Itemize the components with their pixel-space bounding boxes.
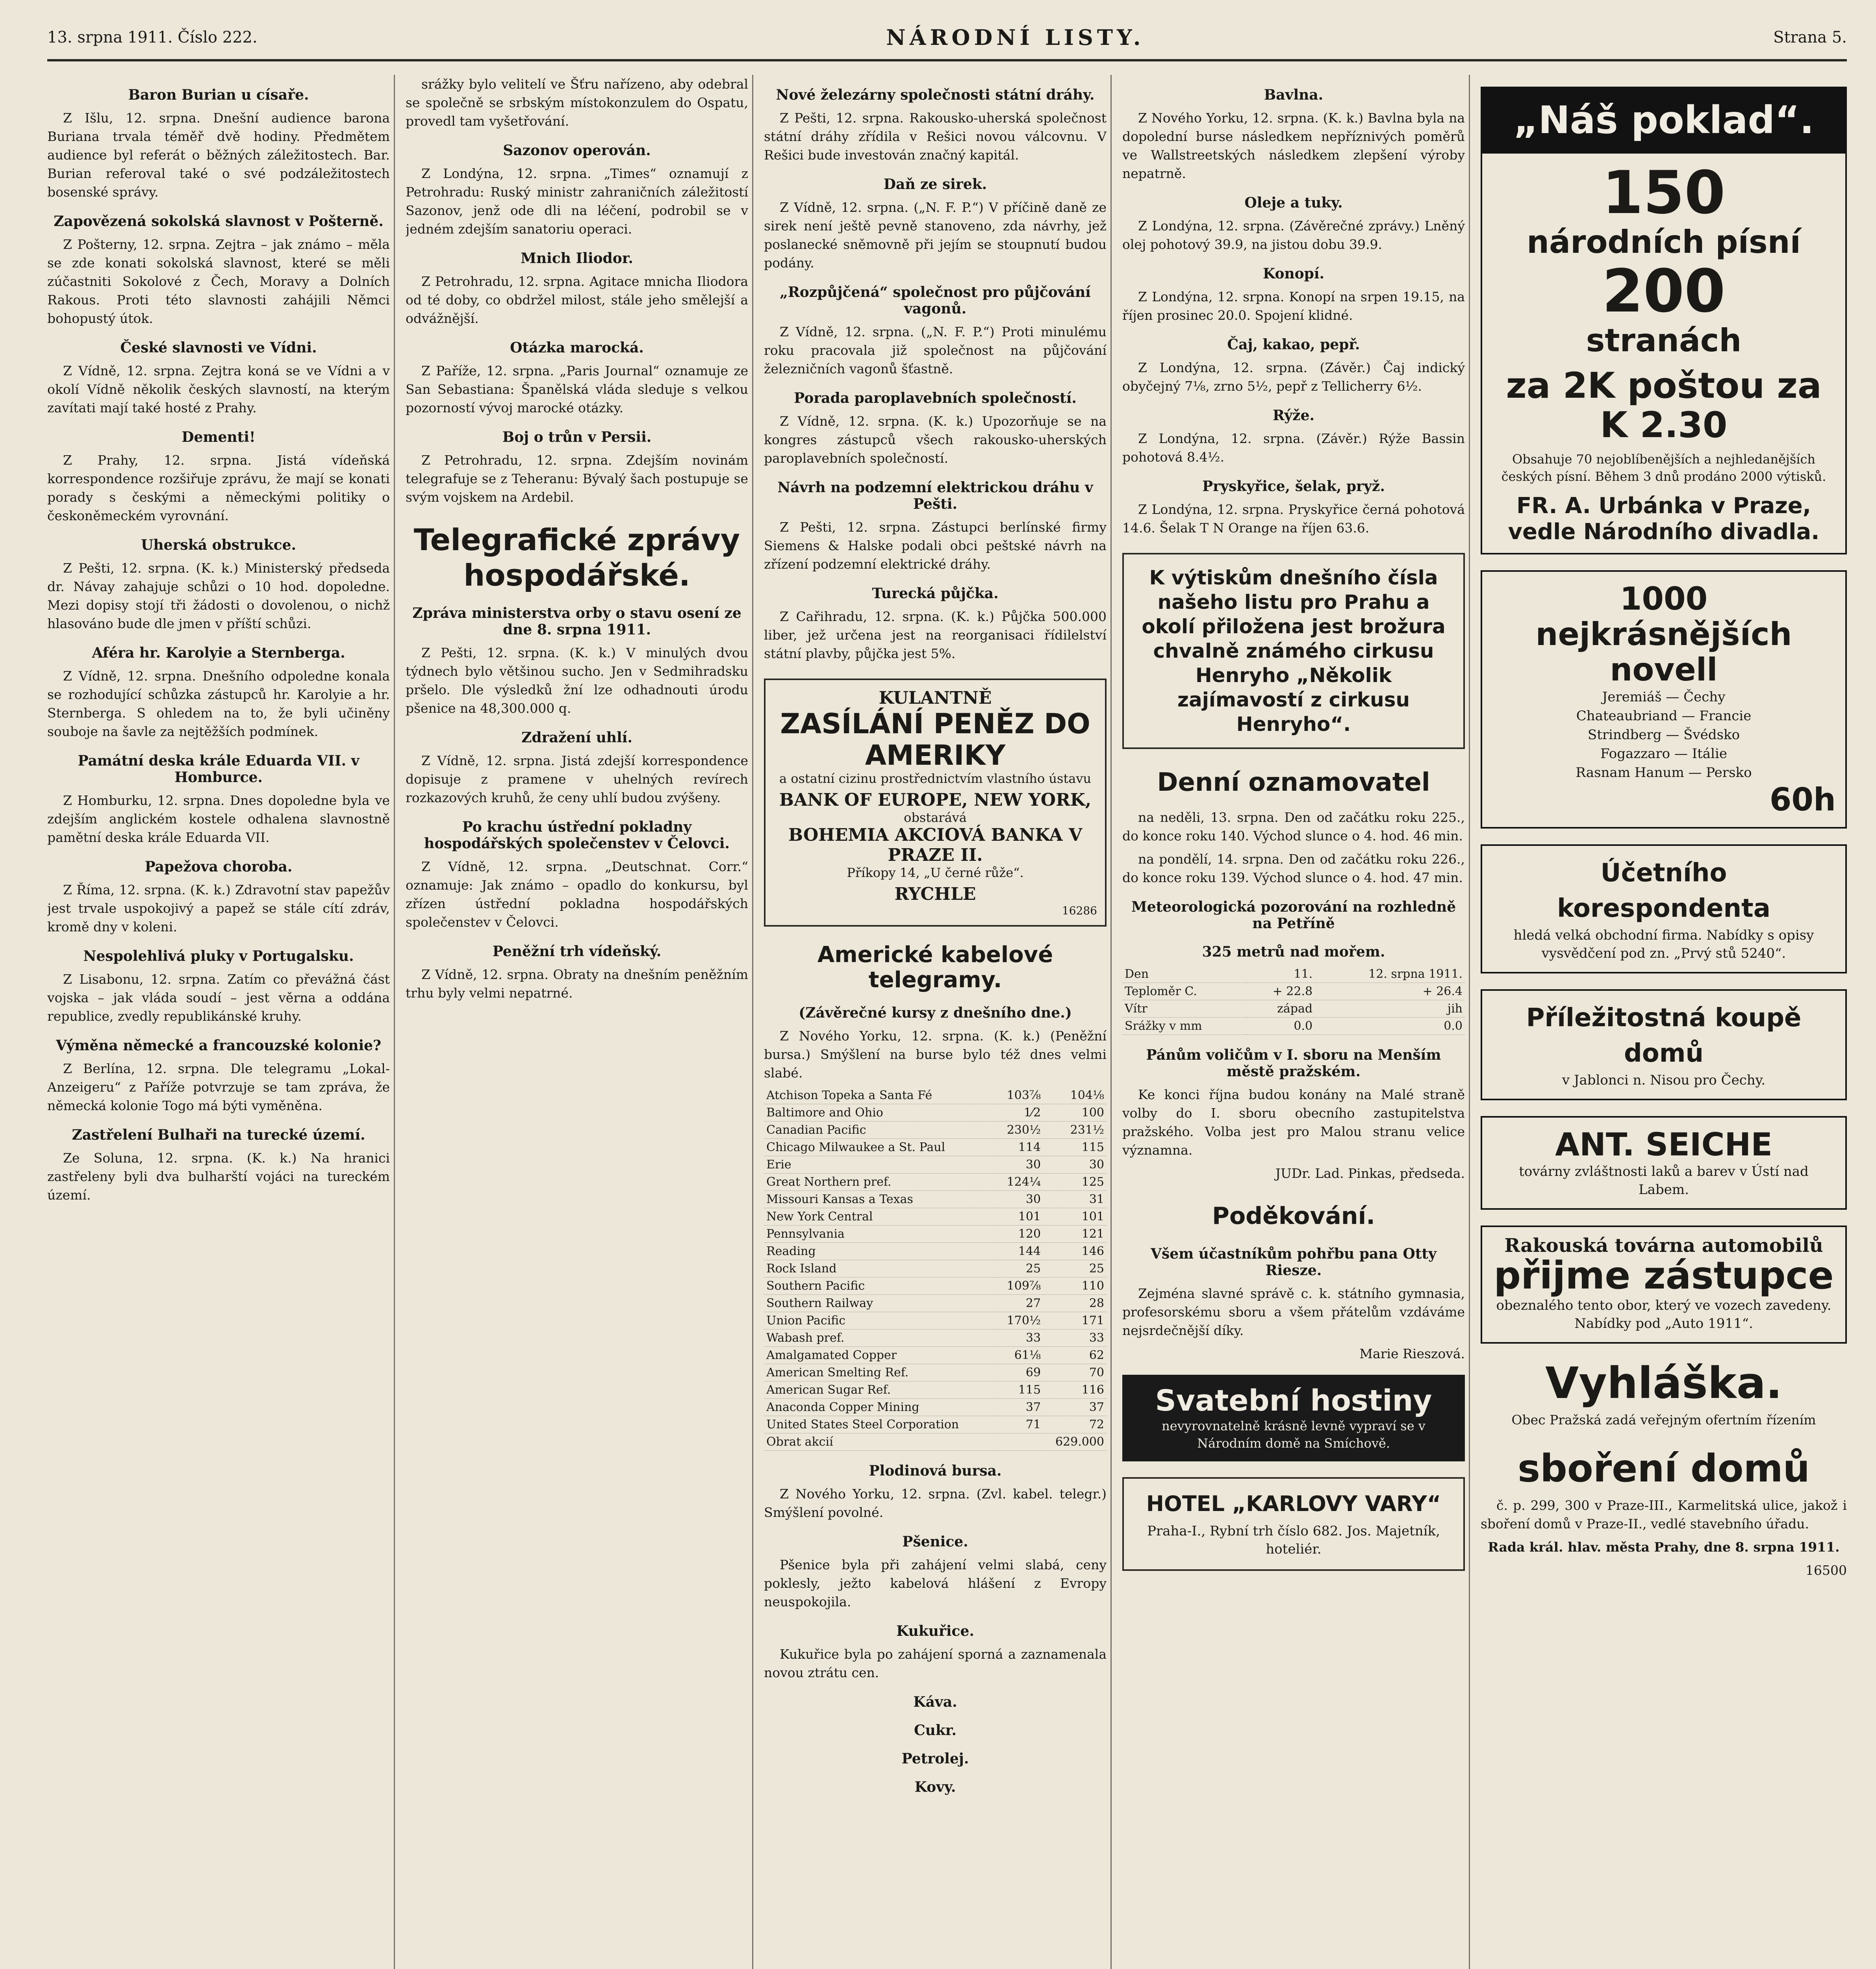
article-heading: Baron Burian u císaře. bbox=[128, 87, 309, 103]
article-text: na pondělí, 14. srpna. Den od začátku roku 226., do konce roku 139. Východ slunce o 4. hod. 47 min. bbox=[1122, 851, 1465, 885]
article-heading: Oleje a tuky. bbox=[1244, 195, 1343, 211]
article-heading: Čaj, kakao, pepř. bbox=[1227, 336, 1360, 353]
weather-label: Srážky v mm bbox=[1122, 1018, 1247, 1035]
weather-value: 0.0 bbox=[1315, 1018, 1465, 1035]
stock-value: 33 bbox=[1043, 1329, 1107, 1347]
article-text: Ze Soluna, 12. srpna. (K. k.) Na hranici zastřeleny byli dva bulharští vojáci na tureckém území. bbox=[47, 1150, 390, 1203]
column-rule bbox=[394, 75, 395, 1969]
seiche-ad bbox=[1481, 1116, 1847, 1210]
stock-value: 101 bbox=[997, 1208, 1043, 1226]
section-subtitle: 325 metrů nad mořem. bbox=[1202, 944, 1385, 960]
stock-row bbox=[764, 1416, 1107, 1433]
article-heading: „Rozpůjčená“ společnost pro půjčování vagonů. bbox=[780, 284, 1091, 317]
novel-list bbox=[1492, 688, 1836, 782]
stock-row bbox=[764, 1191, 1107, 1208]
stock-row bbox=[764, 1347, 1107, 1364]
stock-value: 110 bbox=[1043, 1277, 1107, 1295]
article-text: Z Nového Yorku, 12. srpna. (K. k.) (Peněžní bursa.) Smýšlení na burse bylo též dnes velmi slabé. bbox=[764, 1028, 1107, 1081]
weather-value: + 26.4 bbox=[1315, 983, 1465, 1000]
article-heading: Káva. bbox=[913, 1694, 957, 1710]
page-number: Strana 5. bbox=[1773, 28, 1847, 46]
article-text: Z Londýna, 12. srpna. (Závěr.) Čaj indický obyčejný 7⅛, zrno 5½, pepř z Tellicherry 6½. bbox=[1122, 360, 1465, 394]
stock-value: 72 bbox=[1043, 1416, 1107, 1433]
column-rule bbox=[1110, 75, 1112, 1969]
ad-headline: přijme zástupce bbox=[1494, 1253, 1834, 1298]
stock-value: 115 bbox=[997, 1381, 1043, 1399]
ad-bank-bohemia: BOHEMIA AKCIOVÁ BANKA V PRAZE II. bbox=[788, 825, 1083, 865]
article-heading: Zapovězená sokolská slavnost v Pošterně. bbox=[54, 213, 384, 230]
article-text: Z Lisabonu, 12. srpna. Zatím co převážná část vojska – jak vláda soudí – jest věrna a oddána republice, zvedly republikánské kruhy. bbox=[47, 972, 390, 1024]
ad-text: hledá velká obchodní firma. Nabídky s opisy vysvědčení pod zn. „Prvý stů 5240“. bbox=[1513, 927, 1814, 961]
novel-item: Fogazzaro — Itálie bbox=[1600, 746, 1727, 762]
stock-row bbox=[764, 1260, 1107, 1277]
article-heading: Pánům voličům v I. sboru na Menším městě pražském. bbox=[1146, 1047, 1441, 1080]
signature: Marie Rieszová. bbox=[1359, 1346, 1465, 1361]
poklad-ad-body bbox=[1481, 154, 1847, 554]
stock-name: Reading bbox=[764, 1243, 997, 1260]
bank-advertisement bbox=[764, 679, 1107, 927]
stock-name: United States Steel Corporation bbox=[764, 1416, 997, 1433]
article-text: Z Říma, 12. srpna. (K. k.) Zdravotní stav papežův jest trvale uspokojivý a papež se stále cítí zdráv, kromě dny v koleni. bbox=[47, 882, 390, 934]
ad-line: a ostatní cizinu prostřednictvím vlastního ústavu bbox=[779, 771, 1092, 786]
stock-value: 125 bbox=[1043, 1174, 1107, 1191]
automobile-ad bbox=[1481, 1226, 1847, 1344]
stock-value: 25 bbox=[997, 1260, 1043, 1277]
article-text: Z Išlu, 12. srpna. Dnešní audience barona Buriana trvala téměř dvě hodiny. Předmětem audience byl referát o běžných záležitostech. Bar. Burian referoval také o své podzáležitostech bosenské správy. bbox=[47, 110, 390, 200]
weather-label: Teploměr C. bbox=[1122, 983, 1247, 1000]
signature: JUDr. Lad. Pinkas, předseda. bbox=[1275, 1166, 1465, 1181]
article-heading: Památní deska krále Eduarda VII. v Homburce. bbox=[78, 753, 360, 786]
ad-label: stranách bbox=[1586, 322, 1742, 359]
stock-value: 62 bbox=[1043, 1347, 1107, 1364]
article-text: Z Vídně, 12. srpna. („N. F. P.“) Proti minulému roku pracovala již společnost na půjčování železničních vagonů šťastně. bbox=[764, 324, 1107, 376]
article-text: Z Londýna, 12. srpna. Pryskyřice černá pohotová 14.6. Šelak T N Orange na říjen 63.6. bbox=[1122, 502, 1465, 536]
article-heading: Kukuřice. bbox=[896, 1623, 974, 1639]
stock-name: Pennsylvania bbox=[764, 1226, 997, 1243]
ad-title: „Náš poklad“. bbox=[1513, 98, 1814, 142]
stock-name: Canadian Pacific bbox=[764, 1122, 997, 1139]
article-text: Z Londýna, 12. srpna. „Times“ oznamují z Petrohradu: Ruský ministr zahraničních záležitostí Sazonov, jenž ode dli na léčení, podrobil se v jedném zdejším sanatoriu operaci. bbox=[406, 166, 748, 237]
stock-value: 146 bbox=[1043, 1243, 1107, 1260]
article-heading: Plodinová bursa. bbox=[869, 1463, 1002, 1479]
ad-price: za 2K poštou za K 2.30 bbox=[1506, 365, 1822, 446]
weather-value: západ bbox=[1247, 1000, 1315, 1018]
stock-name: New York Central bbox=[764, 1208, 997, 1226]
ad-title: ZASÍLÁNÍ PENĚZ DO AMERIKY bbox=[780, 708, 1090, 771]
stock-name: Missouri Kansas a Texas bbox=[764, 1191, 997, 1208]
stock-value: 30 bbox=[997, 1156, 1043, 1174]
article-heading: Zdražení uhlí. bbox=[521, 729, 632, 746]
ad-address: Příkopy 14, „U černé růže“. bbox=[847, 865, 1024, 880]
article-text: Z Vídně, 12. srpna. „Deutschnat. Corr.“ oznamuje: Jak známo – opadlo do konkursu, byl zřízen ústřední pokladna hospodářských společenstev v Čelovci. bbox=[406, 859, 748, 930]
ad-text: nevyrovnatelně krásně levně vypraví se v Národním domě na Smíchově. bbox=[1162, 1418, 1426, 1451]
article-heading: České slavnosti ve Vídni. bbox=[120, 339, 317, 356]
weather-row bbox=[1122, 966, 1465, 983]
masthead bbox=[47, 16, 1847, 61]
article-heading: Výměna německé a francouzské kolonie? bbox=[56, 1037, 382, 1054]
article-text: Z Vídně, 12. srpna. Jistá zdejší korrespondence dopisuje z pramene v uhelných revírech rozkazových kruhů, že ceny uhlí budou zvýšeny. bbox=[406, 753, 748, 805]
ad-title: HOTEL „KARLOVY VARY“ bbox=[1146, 1491, 1441, 1516]
proclamation-text: Obec Pražská zadá veřejným ofertním řízením bbox=[1511, 1412, 1816, 1428]
stock-row bbox=[764, 1312, 1107, 1329]
stock-name: Wabash pref. bbox=[764, 1329, 997, 1347]
stock-value: 61⅛ bbox=[997, 1347, 1043, 1364]
stock-name: Chicago Milwaukee a St. Paul bbox=[764, 1139, 997, 1156]
article-heading: Mnich Iliodor. bbox=[521, 250, 633, 267]
stock-value: 144 bbox=[997, 1243, 1043, 1260]
column-2 bbox=[406, 75, 748, 1969]
stock-row bbox=[764, 1295, 1107, 1312]
weather-row bbox=[1122, 983, 1465, 1000]
article-text: Ke konci října budou konány na Malé straně volby do I. sboru obecního zastupitelstva pražského. Volba jest pro Malou stranu velice významna. bbox=[1122, 1087, 1465, 1158]
article-text: Z Petrohradu, 12. srpna. Agitace mnicha Iliodora od té doby, co obdržel milost, stále jeho smělejší a odvážnější. bbox=[406, 274, 748, 326]
ad-code: 16286 bbox=[1062, 904, 1097, 917]
stock-value: 101 bbox=[1043, 1208, 1107, 1226]
notice-box bbox=[1122, 553, 1465, 749]
accountant-ad bbox=[1481, 844, 1847, 973]
article-heading: Návrh na podzemní elektrickou dráhu v Pešti. bbox=[777, 479, 1093, 512]
article-text: Z Paříže, 12. srpna. „Paris Journal“ oznamuje ze San Sebastiana: Španělská vláda sleduje s velkou pozorností vývoj marocké otázky. bbox=[406, 363, 748, 415]
ad-title: Svatební hostiny bbox=[1155, 1384, 1432, 1418]
stock-value: 69 bbox=[997, 1364, 1043, 1381]
article-text: Z Pošterny, 12. srpna. Zejtra – jak známo – měla se zde konati sokolská slavnost, které se měli zúčastniti Sokolové z Čech, Moravy a Dolních Rakous. Proti této slavnosti zahájili Němci bohopustý útok. bbox=[47, 237, 390, 326]
article-heading: Nové železárny společnosti státní dráhy. bbox=[776, 87, 1095, 103]
stock-value: 114 bbox=[997, 1139, 1043, 1156]
stock-row bbox=[764, 1104, 1107, 1122]
ad-label: národních písní bbox=[1527, 224, 1801, 260]
stock-value: 121 bbox=[1043, 1226, 1107, 1243]
stock-name: Great Northern pref. bbox=[764, 1174, 997, 1191]
ad-price: 60h bbox=[1769, 781, 1836, 818]
ad-title: Rakouská továrna automobilů bbox=[1504, 1235, 1823, 1257]
article-heading: Aféra hr. Karolyie a Sternberga. bbox=[92, 645, 345, 661]
stock-name: Erie bbox=[764, 1156, 997, 1174]
stock-value: 30 bbox=[997, 1191, 1043, 1208]
article-text: Z Cařihradu, 12. srpna. (K. k.) Půjčka 500.000 liber, jež určena jest na reorganisaci řídilelství státní plavby, půjčka jest 5%. bbox=[764, 609, 1107, 661]
stock-value: 116 bbox=[1043, 1381, 1107, 1399]
article-heading: Po krachu ústřední pokladny hospodářských společenstev v Čelovci. bbox=[424, 819, 730, 852]
stock-value: 27 bbox=[997, 1295, 1043, 1312]
ad-line: obstarává bbox=[904, 810, 967, 825]
article-text: Z Berlína, 12. srpna. Dle telegramu „Lokal-Anzeigeru“ z Paříže potvrzuje se tam zpráva, že německá kolonie Togo má býti vyměněna. bbox=[47, 1061, 390, 1113]
article-heading: Otázka marocká. bbox=[510, 339, 644, 356]
stock-value: 171 bbox=[1043, 1312, 1107, 1329]
stock-value: 33 bbox=[997, 1329, 1043, 1347]
stock-name: Atchison Topeka a Santa Fé bbox=[764, 1087, 997, 1104]
paper-title: NÁRODNÍ LISTY. bbox=[886, 25, 1145, 50]
stock-value: 115 bbox=[1043, 1139, 1107, 1156]
ad-title: ANT. SEICHE bbox=[1555, 1126, 1772, 1163]
article-text: Z Prahy, 12. srpna. Jistá vídeňská korrespondence rozšiřuje zprávu, že mají se konati porady s českými a německými politiky o českoněmeckém vyrovnání. bbox=[47, 452, 390, 523]
ad-top-label: KULANTNĚ bbox=[879, 688, 992, 708]
weather-table bbox=[1122, 966, 1465, 1035]
stock-value: 30 bbox=[1043, 1156, 1107, 1174]
article-text: Z Pešti, 12. srpna. (K. k.) V minulých dvou týdnech bylo většinou sucho. Jen v Sedmihradsku pršelo. Dle výsledků žní lze odhadnouti úrodu pšenice na 48,300.000 q. bbox=[406, 645, 748, 716]
stock-row bbox=[764, 1329, 1107, 1347]
stock-value: 100 bbox=[1043, 1104, 1107, 1122]
section-subtitle: Všem účastníkům pohřbu pana Otty Riesze. bbox=[1151, 1246, 1437, 1279]
stock-row bbox=[764, 1208, 1107, 1226]
stock-table bbox=[764, 1087, 1107, 1451]
article-text: Z Vídně, 12. srpna. Dnešního odpoledne konala se rozhodující schůzka zástupců hr. Karolyie a hr. Sternberga. S ohledem na to, že byli učiněny souboje na šavle za nejtěžších podmínek. bbox=[47, 668, 390, 739]
article-text: Z Vídně, 12. srpna. Zejtra koná se ve Vídni a v okolí Vídně několik českých slavností, na kterým zavítati mají také hosté z Prahy. bbox=[47, 363, 390, 415]
section-title: Denní oznamovatel bbox=[1157, 768, 1430, 797]
novel-item: Chateaubriand — Francie bbox=[1576, 708, 1752, 724]
poklad-ad-header bbox=[1481, 87, 1847, 154]
novel-item: Jeremiáš — Čechy bbox=[1602, 689, 1726, 705]
article-heading: Uherská obstrukce. bbox=[141, 537, 297, 553]
weather-label: Den bbox=[1122, 966, 1247, 983]
stock-row bbox=[764, 1156, 1107, 1174]
article-text: Z Homburku, 12. srpna. Dnes dopoledne byla ve zdejším anglickém kostele odhalena slavnostně pamětní deska krále Eduarda VII. bbox=[47, 793, 390, 845]
article-heading: Pryskyřice, šelak, pryž. bbox=[1202, 478, 1385, 495]
article-text: Pšenice byla při zahájení velmi slabá, ceny poklesly, ježto kabelová hlášení z Evropy neuspokojila. bbox=[764, 1557, 1107, 1609]
article-text: Z Vídně, 12. srpna. („N. F. P.“) V příčině daně ze sirek není ještě pevně stanoveno, zda návrhy, jež poslanecké sněmovně při jejím se stoupnutí budou podány. bbox=[764, 200, 1107, 271]
article-heading: Sazonov operován. bbox=[503, 142, 651, 159]
stock-value: 28 bbox=[1043, 1295, 1107, 1312]
stock-value: 170½ bbox=[997, 1312, 1043, 1329]
article-heading: Dementi! bbox=[182, 429, 256, 445]
stock-value: 71 bbox=[997, 1416, 1043, 1433]
article-heading: Boj o trůn v Persii. bbox=[502, 429, 652, 445]
weather-row bbox=[1122, 1018, 1465, 1035]
stock-name: Obrat akcií bbox=[764, 1433, 997, 1451]
ad-code: 16500 bbox=[1806, 1563, 1847, 1578]
article-heading: Porada paroplavebních společností. bbox=[794, 390, 1077, 406]
weather-value: + 22.8 bbox=[1247, 983, 1315, 1000]
article-text: Z Londýna, 12. srpna. (Závěr.) Rýže Bassin pohotová 8.4½. bbox=[1122, 431, 1465, 465]
article-heading: Kovy. bbox=[914, 1779, 956, 1795]
weather-value: 0.0 bbox=[1247, 1018, 1315, 1035]
column-4 bbox=[1122, 75, 1465, 1969]
novels-ad bbox=[1481, 570, 1847, 829]
stock-name: American Smelting Ref. bbox=[764, 1364, 997, 1381]
article-text: Z Nového Yorku, 12. srpna. (Zvl. kabel. telegr.) Smýšlení povolné. bbox=[764, 1486, 1107, 1520]
stock-value: 1⁄2 bbox=[997, 1104, 1043, 1122]
article-text: Kukuřice byla po zahájení sporná a zaznamenala novou ztrátu cen. bbox=[764, 1646, 1107, 1680]
stock-value bbox=[997, 1433, 1043, 1451]
stock-row bbox=[764, 1174, 1107, 1191]
article-heading: Rýže. bbox=[1272, 407, 1315, 424]
proclamation-text: č. p. 299, 300 v Praze-III., Karmelitská ulice, jakož i sboření domů v Praze-II., vedlé stavebního úřadu. bbox=[1481, 1498, 1847, 1531]
column-5 bbox=[1481, 75, 1847, 1969]
stock-value: 109⅞ bbox=[997, 1277, 1043, 1295]
article-heading: Petrolej. bbox=[901, 1750, 969, 1767]
weather-value: 12. srpna 1911. bbox=[1315, 966, 1465, 983]
notice-text: K výtiskům dnešního čísla našeho listu pro Prahu a okolí přiložena jest brožura chvalně známého cirkusu Henryho „Několik zajímavostí z cirkusu Henryho“. bbox=[1142, 566, 1446, 736]
issue-date: 13. srpna 1911. Číslo 222. bbox=[47, 28, 258, 46]
ad-title: Účetního korespondenta bbox=[1557, 858, 1770, 923]
stock-value: 70 bbox=[1043, 1364, 1107, 1381]
wedding-ad bbox=[1122, 1375, 1465, 1461]
weather-value: jih bbox=[1315, 1000, 1465, 1018]
stock-row bbox=[764, 1399, 1107, 1416]
ad-bottom-label: RYCHLE bbox=[894, 884, 976, 904]
stock-name: Union Pacific bbox=[764, 1312, 997, 1329]
stock-row bbox=[764, 1433, 1107, 1451]
article-text: Z Pešti, 12. srpna. Rakousko-uherská společnost státní dráhy zřídila v Rešici novou válcovnu. V Rešici bude investován značný kapitál. bbox=[764, 110, 1107, 163]
stock-value: 37 bbox=[997, 1399, 1043, 1416]
article-heading: Bavlna. bbox=[1264, 87, 1324, 103]
ad-text: Praha-I., Rybní trh číslo 682. Jos. Majetník, hoteliér. bbox=[1147, 1523, 1440, 1557]
article-heading: Turecká půjčka. bbox=[872, 585, 999, 602]
ad-text: Obsahuje 70 nejoblíbenějších a nejhledanějších českých písní. Během 3 dnů prodáno 2000 výtisků. bbox=[1501, 452, 1826, 484]
weather-value: 11. bbox=[1247, 966, 1315, 983]
proclamation-signature: Rada král. hlav. města Prahy, dne 8. srpna 1911. bbox=[1488, 1539, 1840, 1555]
stock-row bbox=[764, 1277, 1107, 1295]
novel-item: Rasnam Hanum — Persko bbox=[1576, 765, 1752, 781]
ad-title: 1000 nejkrásnějších novell bbox=[1535, 580, 1792, 688]
stock-name: Anaconda Copper Mining bbox=[764, 1399, 997, 1416]
article-heading: Nespolehlivá pluky v Portugalsku. bbox=[83, 948, 354, 964]
stock-value: 104⅛ bbox=[1043, 1087, 1107, 1104]
ad-text: obeznalého tento obor, který ve vozech zavedeny. Nabídky pod „Auto 1911“. bbox=[1496, 1298, 1832, 1331]
weather-row bbox=[1122, 1000, 1465, 1018]
stock-name: Amalgamated Copper bbox=[764, 1347, 997, 1364]
stock-row bbox=[764, 1364, 1107, 1381]
proclamation-title: Vyhláška. bbox=[1545, 1358, 1782, 1408]
article-text: Z Vídně, 12. srpna. Obraty na dnešním peněžním trhu byly velmi nepatrné. bbox=[406, 967, 748, 1001]
article-heading: Konopí. bbox=[1262, 265, 1325, 282]
article-heading: Daň ze sirek. bbox=[883, 176, 987, 193]
article-heading: Peněžní trh vídeňský. bbox=[492, 943, 662, 960]
section-title: Poděkování. bbox=[1212, 1202, 1375, 1230]
ad-number: 150 bbox=[1602, 159, 1726, 227]
article-text: Z Pešti, 12. srpna. (K. k.) Ministerský předseda dr. Návay zahajuje schůzi o 10 hod. dopoledne. Mezi dopisy stojí tři žádosti o dovolenou, o nichž hlasováno bude dle jmen v příští schůzi. bbox=[47, 560, 390, 631]
stock-value: 37 bbox=[1043, 1399, 1107, 1416]
article-heading: Cukr. bbox=[914, 1722, 957, 1739]
article-text: srážky bylo velitelí ve Šťru nařízeno, aby odebral se společně se srbským místokonzulem do Ospatu, provedl tam vyšetřování. bbox=[406, 76, 748, 129]
stock-value: 120 bbox=[997, 1226, 1043, 1243]
section-subtitle: Zpráva ministerstva orby o stavu osení ze dne 8. srpna 1911. bbox=[412, 605, 742, 638]
houses-ad bbox=[1481, 989, 1847, 1100]
stock-value: 230½ bbox=[997, 1122, 1043, 1139]
article-text: Zejména slavné správě c. k. státního gymnasia, profesorskému sboru a všem přátelům vzdáváme nejsrdečnější díky. bbox=[1122, 1286, 1465, 1338]
ad-text: v Jablonci n. Nisou pro Čechy. bbox=[1562, 1072, 1766, 1088]
proclamation-headline: sboření domů bbox=[1518, 1446, 1810, 1491]
column-rule bbox=[752, 75, 753, 1969]
article-text: Z Londýna, 12. srpna. Konopí na srpen 19.15, na říjen prosinec 20.0. Spojení klidné. bbox=[1122, 289, 1465, 323]
article-text: Z Londýna, 12. srpna. (Závěrečné zprávy.) Lněný olej pohotový 39.9, na jistou dobu 39.9. bbox=[1122, 218, 1465, 252]
hotel-ad bbox=[1122, 1477, 1465, 1571]
ad-bank-name: BANK OF EUROPE, NEW YORK, bbox=[779, 790, 1092, 810]
stock-name: Baltimore and Ohio bbox=[764, 1104, 997, 1122]
article-heading: Meteorologická pozorování na rozhledně na Petříně bbox=[1131, 899, 1456, 932]
stock-name: Southern Railway bbox=[764, 1295, 997, 1312]
stock-name: Southern Pacific bbox=[764, 1277, 997, 1295]
stock-row bbox=[764, 1243, 1107, 1260]
stock-value: 629.000 bbox=[1043, 1433, 1107, 1451]
section-title: Telegrafické zprávy hospodářské. bbox=[413, 522, 740, 593]
ad-text: továrny zvláštnosti laků a barev v Ústí nad Labem. bbox=[1519, 1164, 1809, 1198]
column-1 bbox=[47, 75, 390, 1969]
stock-value: 124¼ bbox=[997, 1174, 1043, 1191]
column-3 bbox=[764, 75, 1107, 1969]
article-heading: Pšenice. bbox=[902, 1533, 968, 1550]
stock-name: Rock Island bbox=[764, 1260, 997, 1277]
stock-name: American Sugar Ref. bbox=[764, 1381, 997, 1399]
stock-value: 31 bbox=[1043, 1191, 1107, 1208]
article-heading: Papežova choroba. bbox=[145, 858, 293, 875]
weather-label: Vítr bbox=[1122, 1000, 1247, 1018]
stock-value: 25 bbox=[1043, 1260, 1107, 1277]
stock-row bbox=[764, 1226, 1107, 1243]
stock-value: 231½ bbox=[1043, 1122, 1107, 1139]
stock-row bbox=[764, 1122, 1107, 1139]
stock-row bbox=[764, 1381, 1107, 1399]
article-text: Z Pešti, 12. srpna. Zástupci berlínské firmy Siemens & Halske podali obci peštské návrh na zřízení podzemní elektrické dráhy. bbox=[764, 519, 1107, 572]
novel-item: Strindberg — Švédsko bbox=[1587, 727, 1740, 743]
article-text: Z Nového Yorku, 12. srpna. (K. k.) Bavlna byla na dopolední burse následkem nepříznivých poměrů ve Wallstreetských následkem zlepšení výroby nepatrně. bbox=[1122, 110, 1465, 181]
column-rule bbox=[1469, 75, 1470, 1969]
stock-value: 103⅞ bbox=[997, 1087, 1043, 1104]
stock-row bbox=[764, 1139, 1107, 1156]
ad-number: 200 bbox=[1602, 257, 1726, 326]
ad-publisher: FR. A. Urbánka v Praze, vedle Národního divadla. bbox=[1508, 493, 1820, 545]
article-heading: Zastřelení Bulhaři na turecké území. bbox=[72, 1127, 365, 1143]
article-text: Z Vídně, 12. srpna. (K. k.) Upozorňuje se na kongres zástupců všech rakousko-uherských paroplavebních společností. bbox=[764, 413, 1107, 466]
section-subtitle: (Závěrečné kursy z dnešního dne.) bbox=[799, 1005, 1072, 1021]
section-title: Americké kabelové telegramy. bbox=[817, 942, 1053, 993]
article-text: Z Petrohradu, 12. srpna. Zdejším novinám telegrafuje se z Teheranu: Bývalý šach postupuje se svým vojskem na Ardebil. bbox=[406, 452, 748, 505]
stock-row bbox=[764, 1087, 1107, 1104]
article-text: na neděli, 13. srpna. Den od začátku roku 225., do konce roku 140. Východ slunce o 4. hod. 46 min. bbox=[1122, 810, 1465, 844]
ad-title: Příležitostná koupě domů bbox=[1526, 1003, 1802, 1068]
